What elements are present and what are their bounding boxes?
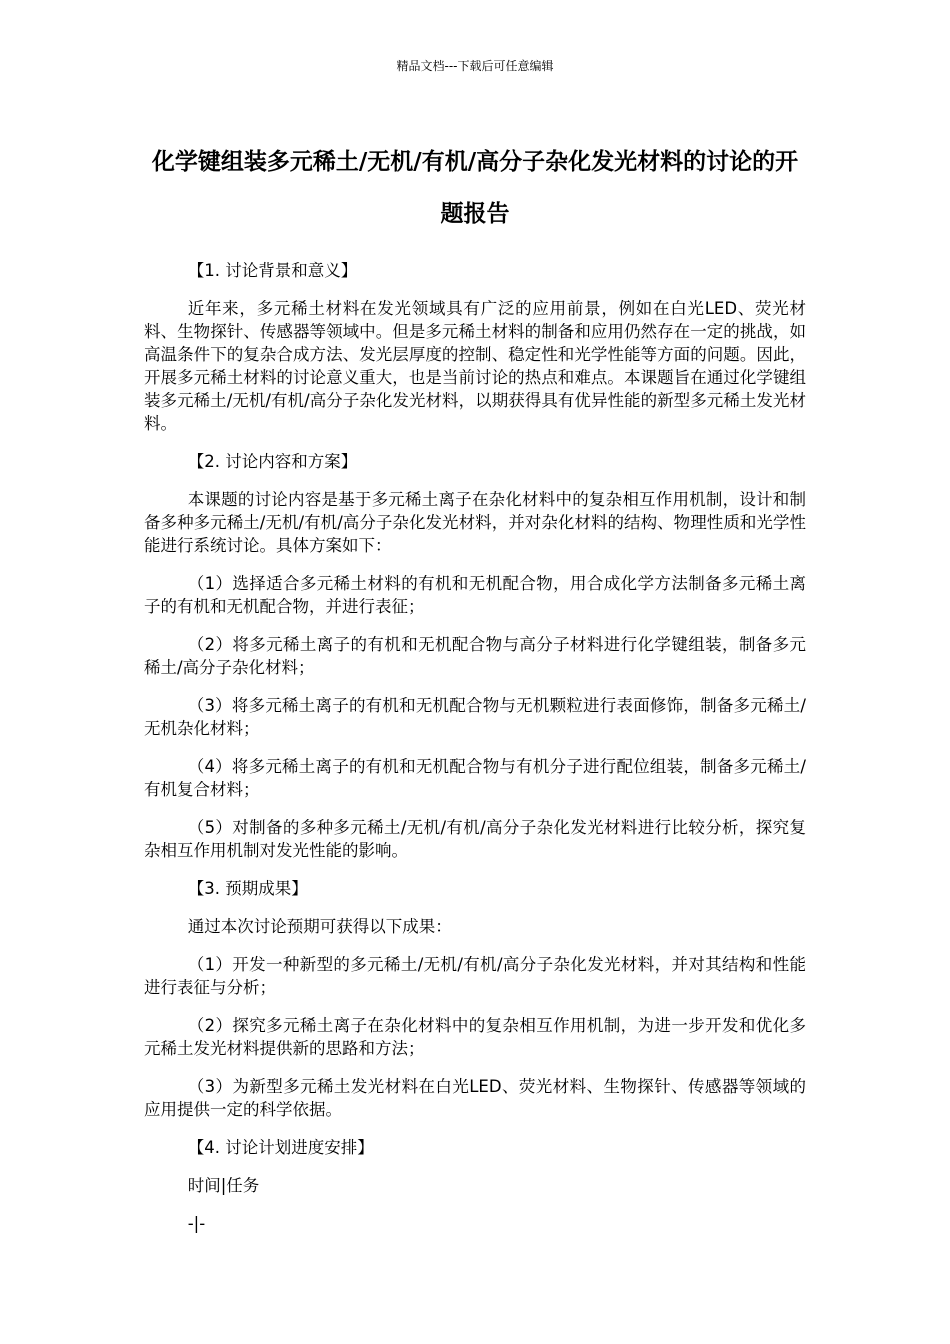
section-2-heading: 【2. 讨论内容和方案】 bbox=[187, 452, 358, 471]
section-3-item-1: （1）开发一种新型的多元稀土/无机/有机/高分子杂化发光材料，并对其结构和性能进行表征与分析； bbox=[144, 955, 806, 997]
section-4-heading: 【4. 讨论计划进度安排】 bbox=[187, 1138, 374, 1157]
section-2-item-5: （5）对制备的多种多元稀土/无机/有机/高分子杂化发光材料进行比较分析，探究复杂相互作用机制对发光性能的影响。 bbox=[144, 818, 806, 860]
section-1-paragraph: 近年来，多元稀土材料在发光领域具有广泛的应用前景，例如在白光LED、荧光材料、生物探针、传感器等领域中。但是多元稀土材料的制备和应用仍然存在一定的挑战，如高温条件下的复杂合成方法、发光层厚度的控制、稳定性和光学性能等方面的问题。因此，开展多元稀土材料的讨论意义重大，也是当前讨论的热点和难点。本课题旨在通过化学键组装多元稀土/无机/有机/高分子杂化发光材料，以期获得具有优异性能的新型多元稀土发光材料。 bbox=[144, 299, 806, 433]
section-3-heading: 【3. 预期成果】 bbox=[187, 879, 308, 898]
section-2-item-4: （4）将多元稀土离子的有机和无机配合物与有机分子进行配位组装，制备多元稀土/有机复合材料； bbox=[144, 757, 806, 799]
document-title: 化学键组装多元稀土/无机/有机/高分子杂化发光材料的讨论的开题报告 bbox=[151, 149, 799, 227]
section-2-paragraph: 本课题的讨论内容是基于多元稀土离子在杂化材料中的复杂相互作用机制，设计和制备多种多元稀土/无机/有机/高分子杂化发光材料，并对杂化材料的结构、物理性质和光学性能进行系统讨论。具体方案如下： bbox=[144, 490, 806, 555]
document-body bbox=[144, 259, 806, 1250]
section-1-heading: 【1. 讨论背景和意义】 bbox=[187, 261, 358, 280]
schedule-table-separator: -|- bbox=[187, 1214, 206, 1233]
section-2-item-1: （1）选择适合多元稀土材料的有机和无机配合物，用合成化学方法制备多元稀土离子的有机和无机配合物，并进行表征； bbox=[144, 574, 806, 616]
schedule-table-header: 时间|任务 bbox=[187, 1176, 260, 1195]
section-2-item-2: （2）将多元稀土离子的有机和无机配合物与高分子材料进行化学键组装，制备多元稀土/高分子杂化材料； bbox=[144, 635, 806, 677]
section-3-item-3: （3）为新型多元稀土发光材料在白光LED、荧光材料、生物探针、传感器等领域的应用提供一定的科学依据。 bbox=[144, 1077, 806, 1119]
section-3-item-2: （2）探究多元稀土离子在杂化材料中的复杂相互作用机制，为进一步开发和优化多元稀土发光材料提供新的思路和方法； bbox=[144, 1016, 806, 1058]
page-header: 精品文档---下载后可任意编辑 bbox=[396, 59, 554, 73]
section-3-intro: 通过本次讨论预期可获得以下成果： bbox=[187, 917, 452, 936]
section-2-item-3: （3）将多元稀土离子的有机和无机配合物与无机颗粒进行表面修饰，制备多元稀土/无机杂化材料； bbox=[144, 696, 806, 738]
